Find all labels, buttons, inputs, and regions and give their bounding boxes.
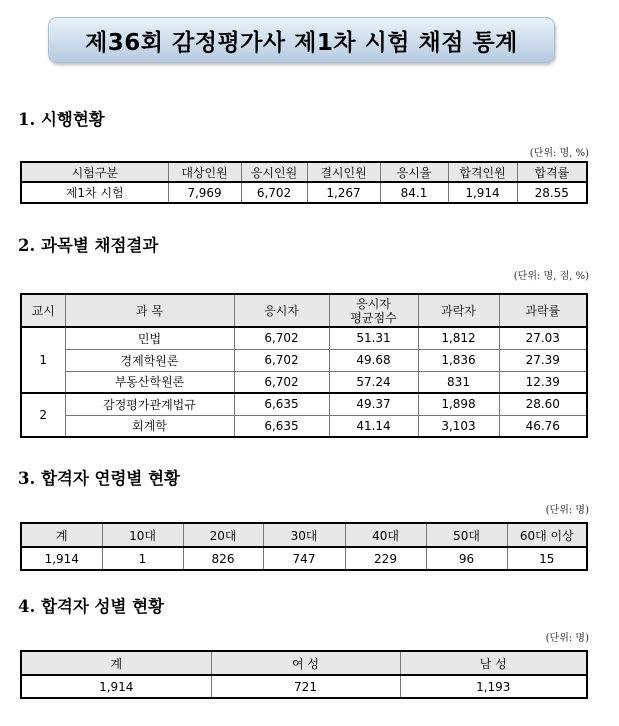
table-cell: 27.39 <box>499 349 587 371</box>
table-header: 합격인원 <box>448 162 517 182</box>
table-cell: 12.39 <box>499 371 587 393</box>
page-title: 제36회 감정평가사 제1차 시험 채점 통계 <box>48 17 555 63</box>
table-cell: 747 <box>263 547 345 570</box>
table-cell: 1,193 <box>400 675 587 698</box>
section-4-unit: (단위: 명) <box>545 633 589 644</box>
section-2-unit: (단위: 명, 점, %) <box>513 271 589 282</box>
table-header: 대상인원 <box>168 162 241 182</box>
table-row <box>21 349 587 371</box>
table-cell: 6,702 <box>234 371 329 393</box>
table-cell: 826 <box>183 547 263 570</box>
table-header: 40대 <box>345 523 426 547</box>
header-line: 평균점수 <box>350 310 397 325</box>
table-header: 과락률 <box>499 294 587 327</box>
exam-status-table <box>20 161 588 204</box>
table-cell: 46.76 <box>499 415 587 437</box>
table-cell: 27.03 <box>499 327 587 349</box>
section-1-heading: 1. 시행현황 <box>18 110 105 129</box>
table-cell: 1,914 <box>21 547 102 570</box>
table-header: 50대 <box>426 523 507 547</box>
table-row <box>21 182 587 203</box>
table-header: 시험구분 <box>21 162 168 182</box>
table-cell: 84.1 <box>380 182 448 203</box>
table-row <box>21 675 587 698</box>
table-row <box>21 327 587 349</box>
table-cell: 1,914 <box>448 182 517 203</box>
section-2-heading: 2. 과목별 채점결과 <box>18 236 159 255</box>
table-header: 합격률 <box>517 162 587 182</box>
table-cell: 6,635 <box>234 393 329 415</box>
header-line: 응시자 <box>356 296 391 311</box>
table-cell: 1 <box>102 547 183 570</box>
table-cell: 1,914 <box>21 675 211 698</box>
table-header: 응시율 <box>380 162 448 182</box>
table-row <box>21 371 587 393</box>
table-cell: 1,836 <box>418 349 499 371</box>
table-header: 계 <box>21 651 211 675</box>
subject-results-table <box>20 293 588 438</box>
table-cell: 229 <box>345 547 426 570</box>
section-3-unit: (단위: 명) <box>545 505 589 516</box>
table-cell: 민법 <box>65 327 234 349</box>
table-cell: 경제학원론 <box>65 349 234 371</box>
table-cell: 41.14 <box>329 415 418 437</box>
table-row <box>21 547 587 570</box>
period-cell: 2 <box>21 393 65 437</box>
table-header <box>329 294 418 327</box>
table-row <box>21 393 587 415</box>
table-header: 결시인원 <box>307 162 380 182</box>
table-cell: 1,812 <box>418 327 499 349</box>
table-cell: 49.37 <box>329 393 418 415</box>
table-cell: 6,702 <box>234 349 329 371</box>
period-cell: 1 <box>21 327 65 393</box>
table-header: 응시인원 <box>241 162 307 182</box>
section-3-heading: 3. 합격자 연령별 현황 <box>18 469 180 488</box>
table-header: 교시 <box>21 294 65 327</box>
table-cell: 57.24 <box>329 371 418 393</box>
table-header: 10대 <box>102 523 183 547</box>
gender-status-table <box>20 650 588 699</box>
table-header: 과락자 <box>418 294 499 327</box>
table-cell: 제1차 시험 <box>21 182 168 203</box>
table-cell: 15 <box>507 547 587 570</box>
table-header: 과 목 <box>65 294 234 327</box>
table-cell: 831 <box>418 371 499 393</box>
table-cell: 1,267 <box>307 182 380 203</box>
table-cell: 6,702 <box>241 182 307 203</box>
table-cell: 회계학 <box>65 415 234 437</box>
table-cell: 28.60 <box>499 393 587 415</box>
table-header: 여 성 <box>211 651 400 675</box>
table-cell: 7,969 <box>168 182 241 203</box>
table-header: 20대 <box>183 523 263 547</box>
table-row <box>21 415 587 437</box>
table-cell: 49.68 <box>329 349 418 371</box>
section-1-unit: (단위: 명, %) <box>529 148 589 159</box>
table-cell: 감정평가관계법규 <box>65 393 234 415</box>
section-4-heading: 4. 합격자 성별 현황 <box>18 597 165 616</box>
table-header: 60대 이상 <box>507 523 587 547</box>
table-header: 응시자 <box>234 294 329 327</box>
table-cell: 부동산학원론 <box>65 371 234 393</box>
table-cell: 51.31 <box>329 327 418 349</box>
table-header: 계 <box>21 523 102 547</box>
age-status-table <box>20 522 588 571</box>
table-cell: 1,898 <box>418 393 499 415</box>
table-cell: 3,103 <box>418 415 499 437</box>
table-cell: 6,702 <box>234 327 329 349</box>
table-header: 남 성 <box>400 651 587 675</box>
table-cell: 6,635 <box>234 415 329 437</box>
table-cell: 96 <box>426 547 507 570</box>
table-header: 30대 <box>263 523 345 547</box>
table-cell: 28.55 <box>517 182 587 203</box>
table-cell: 721 <box>211 675 400 698</box>
